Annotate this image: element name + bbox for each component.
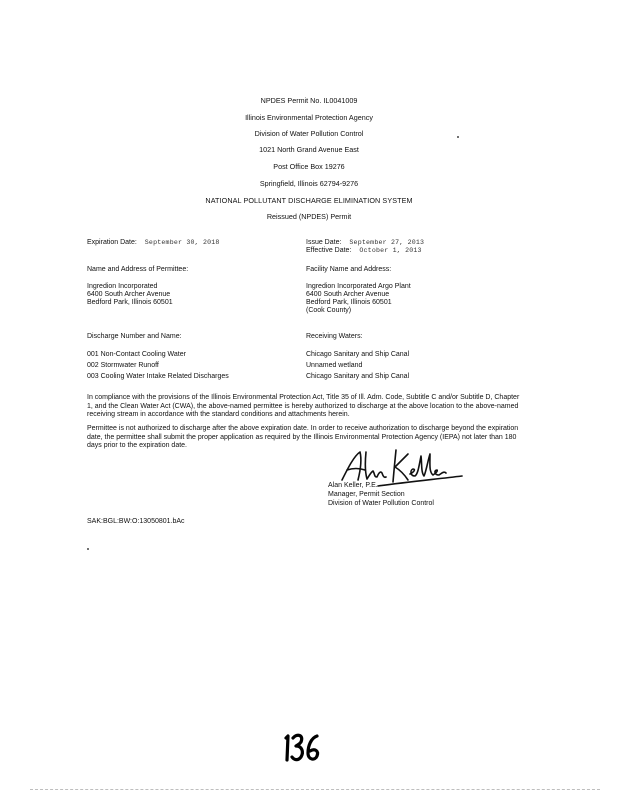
signatory-division: Division of Water Pollution Control: [328, 500, 434, 507]
discharge-item: 003 Cooling Water Intake Related Discharges: [87, 373, 229, 380]
scan-speck: [457, 136, 459, 138]
discharge-item: 002 Stormwater Runoff: [87, 362, 159, 369]
issue-label: Issue Date:: [306, 239, 342, 246]
discharge-item: 001 Non-Contact Cooling Water: [87, 351, 186, 358]
receiving-item: Chicago Sanitary and Ship Canal: [306, 373, 410, 380]
facility-heading: Facility Name and Address:: [306, 266, 392, 273]
permit-number: NPDES Permit No. IL0041009: [260, 96, 358, 105]
system-title: NATIONAL POLLUTANT DISCHARGE ELIMINATION SYSTEM: [205, 196, 413, 205]
city-state-zip: Springfield, Illinois 62794-9276: [259, 179, 359, 188]
effective-label: Effective Date:: [306, 247, 352, 254]
facility-line: 6400 South Archer Avenue: [306, 291, 390, 298]
effective-date: [306, 247, 422, 256]
scan-edge-noise: [30, 789, 600, 793]
facility-line: (Cook County): [306, 307, 352, 314]
issue-value: September 27, 2013: [349, 239, 425, 246]
discharge-heading: Discharge Number and Name:: [87, 333, 182, 340]
signatory-title: Manager, Permit Section: [328, 491, 405, 498]
scan-speck: [87, 548, 89, 550]
permittee-line: Bedford Park, Illinois 60501: [87, 299, 173, 306]
agency-name: Illinois Environmental Protection Agency: [245, 113, 373, 122]
file-reference: SAK:BGL:BW:O:13050801.bAc: [87, 518, 185, 525]
permittee-line: 6400 South Archer Avenue: [87, 291, 171, 298]
permit-type: Reissued (NPDES) Permit: [266, 212, 352, 221]
compliance-paragraph: In compliance with the provisions of the Illinois Environmental Protection Act, Title 35 of Ill. Adm. Code, Subtitle C and/or Subtitle D, Chapter 1, and the Clean Water Act (CWA), the above-named permittee is hereby authorized to discharge at the above location to the above-named receiving stream in accordance with the standard conditions and attachments herein.: [87, 394, 520, 419]
facility-line: Ingredion Incorporated Argo Plant: [306, 283, 411, 290]
receiving-item: Unnamed wetland: [306, 362, 363, 369]
expiration-date: [87, 239, 220, 248]
division-name: Division of Water Pollution Control: [254, 129, 364, 138]
permittee-line: Ingredion Incorporated: [87, 283, 158, 290]
expiration-label: Expiration Date:: [87, 239, 137, 246]
receiving-item: Chicago Sanitary and Ship Canal: [306, 351, 410, 358]
permittee-heading: Name and Address of Permittee:: [87, 266, 189, 273]
signatory-name: Alan Keller, P.E.: [328, 482, 378, 489]
effective-value: October 1, 2013: [359, 247, 422, 254]
facility-line: Bedford Park, Illinois 60501: [306, 299, 392, 306]
street-address: 1021 North Grand Avenue East: [259, 145, 359, 154]
handwritten-page-number: [281, 730, 323, 764]
po-box: Post Office Box 19276: [273, 162, 345, 171]
authorization-paragraph: Permittee is not authorized to discharge after the above expiration date. In order to receive authorization to discharge beyond the expiration date, the permittee shall submit the proper application as required by the Illinois Environmental Protection Agency (IEPA) not later than 180 days prior to the expiration date.: [87, 425, 519, 450]
expiration-value: September 30, 2018: [144, 239, 220, 246]
receiving-heading: Receiving Waters:: [306, 333, 363, 340]
